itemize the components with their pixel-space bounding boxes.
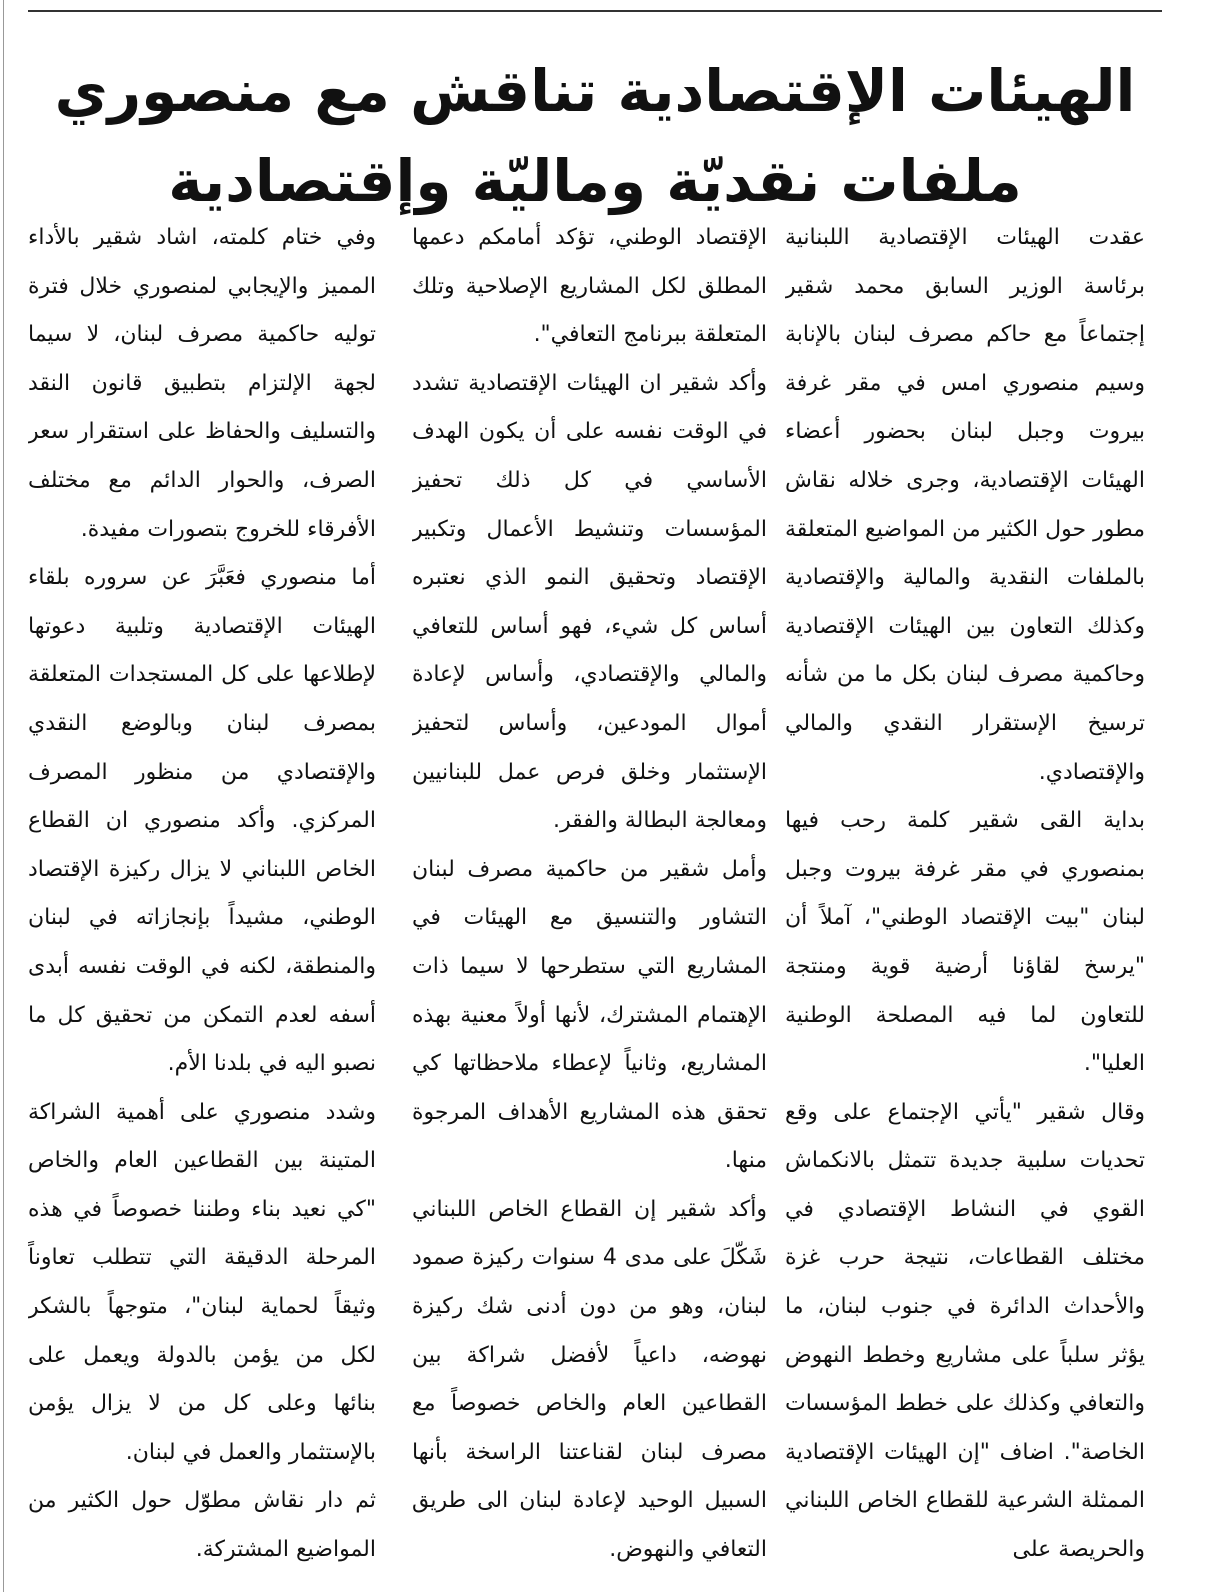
- paragraph: الإقتصاد الوطني، تؤكد أمامكم دعمها المطلق لكل المشاريع الإصلاحية وتلك المتعلقة ببرنامج التعافي".: [412, 225, 767, 348]
- paragraph: أما منصوري فعَبَّرَ عن سروره بلقاء الهيئات الإقتصادية وتلبية دعوتها لإطلاعها على كل المستجدات المتعلقة بمصرف لبنان وبالوضع النقدي والإقتصادي من منظور المصرف المركزي. وأكد منصوري ان القطاع الخاص اللبناني لا يزال ركيزة الإقتصاد الوطني، مشيداً بإنجازاته في لبنان والمنطقة، لكنه في الوقت نفسه أبدى أسفه لعدم التمكن من تحقيق كل ما نصبو اليه في بلدنا الأم.: [28, 565, 376, 1077]
- headline-line-1: الهيئات الإقتصادية تناقش مع منصوري: [54, 57, 1136, 125]
- paragraph: وأمل شقير من حاكمية مصرف لبنان التشاور والتنسيق مع الهيئات في المشاريع التي ستطرحها لا سيما ذات الإهتمام المشترك، لأنها أولاً معنية بهذه المشاريع، وثانياً لإعطاء ملاحظاتها كي تحقق هذه المشاريع الأهداف المرجوة منها.: [412, 856, 767, 1174]
- article-column-left: [28, 214, 376, 1574]
- paragraph: وقال شقير "يأتي الإجتماع على وقع تحديات سلبية جديدة تتمثل بالانكماش القوي في النشاط الإقتصادي في مختلف القطاعات، نتيجة حرب غزة والأحداث الدائرة في جنوب لبنان، ما يؤثر سلباً على مشاريع وخطط النهوض والتعافي وكذلك على خطط المؤسسات الخاصة". اضاف "إن الهيئات الإقتصادية الممثلة الشرعية للقطاع الخاص اللبناني والحريصة على: [785, 1099, 1145, 1563]
- article-column-right: [785, 214, 1145, 1574]
- paragraph: عقدت الهيئات الإقتصادية اللبنانية برئاسة الوزير السابق محمد شقير إجتماعاً مع حاكم مصرف لبنان بالإنابة وسيم منصوري امس في مقر غرفة بيروت وجبل لبنان بحضور أعضاء الهيئات الإقتصادية، وجرى خلاله نقاش مطور حول الكثير من المواضيع المتعلقة بالملفات النقدية والمالية والإقتصادية وكذلك التعاون بين الهيئات الإقتصادية وحاكمية مصرف لبنان بكل ما من شأنه ترسيخ الإستقرار النقدي والمالي والإقتصادي.: [785, 225, 1145, 785]
- top-rule: [28, 10, 1162, 12]
- paragraph: ثم دار نقاش مطوّل حول الكثير من المواضيع المشتركة.: [28, 1488, 376, 1563]
- article-column-middle: [412, 214, 767, 1574]
- paragraph: وفي ختام كلمته، اشاد شقير بالأداء المميز والإيجابي لمنصوري خلال فترة توليه حاكمية مصرف لبنان، لا سيما لجهة الإلتزام بتطبيق قانون النقد والتسليف والحفاظ على استقرار سعر الصرف، والحوار الدائم مع مختلف الأفرقاء للخروج بتصورات مفيدة.: [28, 225, 376, 542]
- paragraph: بداية القى شقير كلمة رحب فيها بمنصوري في مقر غرفة بيروت وجبل لبنان "بيت الإقتصاد الوطني"، آملاً أن "يرسخ لقاؤنا أرضية قوية ومنتجة للتعاون لما فيه المصلحة الوطنية العليا".: [785, 808, 1145, 1077]
- paragraph: وأكد شقير ان الهيئات الإقتصادية تشدد في الوقت نفسه على أن يكون الهدف الأساسي في كل ذلك تحفيز المؤسسات وتنشيط الأعمال وتكبير الإقتصاد وتحقيق النمو الذي نعتبره أساس كل شيء، فهو أساس للتعافي والمالي والإقتصادي، وأساس لإعادة أموال المودعين، وأساس لتحفيز الإستثمار وخلق فرص عمل للبنانيين ومعالجة البطالة والفقر.: [412, 370, 767, 834]
- page-edge-rule: [3, 0, 4, 1592]
- paragraph: وأكد شقير إن القطاع الخاص اللبناني شَكّلَ على مدى 4 سنوات ركيزة صمود لبنان، وهو من دون أدنى شك ركيزة نهوضه، داعياً لأفضل شراكة بين القطاعين العام والخاص خصوصاً مع مصرف لبنان لقناعتنا الراسخة بأنها السبيل الوحيد لإعادة لبنان الى طريق التعافي والنهوض.: [412, 1196, 767, 1563]
- paragraph: وشدد منصوري على أهمية الشراكة المتينة بين القطاعين العام والخاص "كي نعيد بناء وطننا خصوصاً في هذه المرحلة الدقيقة التي تتطلب تعاوناً وثيقاً لحماية لبنان"، متوجهاً بالشكر لكل من يؤمن بالدولة ويعمل على بنائها وعلى كل من لا يزال يؤمن بالإستثمار والعمل في لبنان.: [28, 1099, 376, 1465]
- article-headline: [30, 46, 1160, 226]
- headline-line-2: ملفات نقديّة وماليّة وإقتصادية: [168, 147, 1022, 215]
